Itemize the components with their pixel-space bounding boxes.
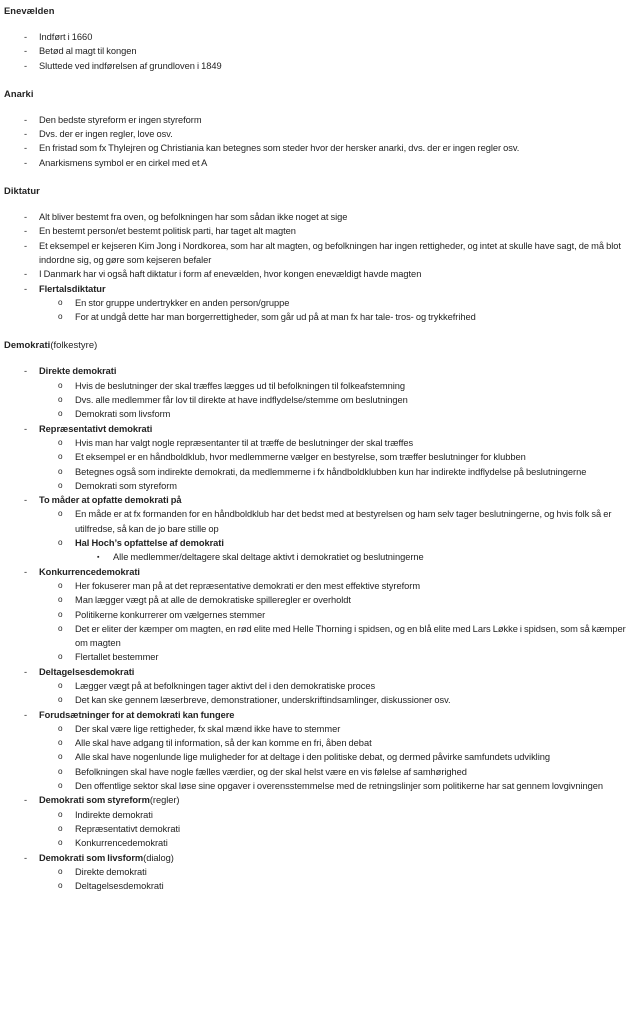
- list-item-text: Alt bliver bestemt fra oven, og befolkningen har som sådan ikke noget at sige: [39, 212, 348, 223]
- list-item-text: Befolkningen skal have nogle fælles værdier, og der skal helst være en vis følelse af samhørighed: [75, 766, 467, 777]
- bullet-list-level-2: [3, 436, 633, 493]
- bullet-marker-level-2: o: [58, 838, 63, 848]
- list-item-text: Betegnes også som indirekte demokrati, da medlemmerne i fx håndboldklubben kun har indirekte indflydelse på beslutningerne: [75, 466, 587, 477]
- bullet-marker-level-2: o: [58, 437, 63, 447]
- list-item: [3, 679, 633, 693]
- list-item-text: Direkte demokrati: [39, 366, 117, 377]
- list-item-text: Alle medlemmer/deltagere skal deltage aktivt i demokratiet og beslutningerne: [113, 552, 424, 563]
- list-item: [3, 750, 633, 764]
- bullet-marker-level-2: o: [58, 380, 63, 390]
- bullet-marker-level-2: o: [58, 738, 63, 748]
- bullet-marker-level-1: -: [24, 240, 28, 251]
- list-item: [3, 407, 633, 421]
- bullet-list-level-1: [3, 30, 633, 73]
- list-item-text: Det kan ske gennem læserbreve, demonstrationer, underskriftindsamlinger, diskussioner osv.: [75, 695, 451, 706]
- list-item: [3, 822, 633, 836]
- list-item-text: Konkurrencedemokrati: [39, 566, 140, 577]
- list-item: [3, 59, 633, 73]
- list-item-suffix: (dialog): [143, 852, 174, 863]
- list-item-text: Dvs. alle medlemmer får lov til direkte at have indflydelse/stemme om beslutningen: [75, 395, 408, 406]
- list-item: [3, 608, 633, 622]
- list-item-text: Deltagelsesdemokrati: [75, 881, 164, 892]
- list-item: [3, 879, 633, 893]
- list-item: [3, 210, 633, 224]
- bullet-marker-level-1: -: [24, 46, 28, 57]
- list-item-text: Alle skal have nogenlunde lige muligheder for at deltage i den politiske debat, og dermed påvirke samfundets udvikling: [75, 752, 550, 763]
- list-item-text: Den offentlige sektor skal løse sine opgaver i overensstemmelse med de retningslinjer som politikerne har sat gennem lovgivningen: [75, 781, 604, 792]
- list-item-text: Flertalsdiktatur: [39, 283, 106, 294]
- spacer: [3, 197, 633, 210]
- bullet-marker-level-2: o: [58, 452, 63, 462]
- bullet-list-level-1: [3, 851, 633, 865]
- list-item-text: Politikerne konkurrerer om vælgernes stemmer: [75, 609, 266, 620]
- bullet-marker-level-2: o: [58, 723, 63, 733]
- list-item: [3, 141, 633, 155]
- list-item: [3, 493, 633, 507]
- list-item-text: Det er eliter der kæmper om magten, en rød elite med Helle Thorning i spidsen, og en blå elite med Lars Løkke i spidsen, som så kæmper om magten: [75, 623, 626, 649]
- list-item-text: Hal Hoch’s opfattelse af demokrati: [75, 538, 224, 549]
- bullet-marker-level-2: o: [58, 297, 63, 307]
- list-item: [3, 30, 633, 44]
- section-heading: Enevælden: [4, 5, 55, 16]
- list-item-text: Der skal være lige rettigheder, fx skal mænd ikke have to stemmer: [75, 723, 341, 734]
- list-item-text: Direkte demokrati: [75, 866, 147, 877]
- list-item: [3, 550, 633, 564]
- spacer: [3, 351, 633, 364]
- bullet-marker-level-2: o: [58, 580, 63, 590]
- list-item-text: En stor gruppe undertrykker en anden person/gruppe: [75, 297, 290, 308]
- bullet-list-level-3: [3, 550, 633, 564]
- bullet-list-level-1: [3, 210, 633, 296]
- bullet-list-level-1: [3, 364, 633, 378]
- list-item-text: Anarkismens symbol er en cirkel med et A: [39, 157, 208, 168]
- list-item: [3, 507, 633, 536]
- list-item: [3, 267, 633, 281]
- list-item: [3, 736, 633, 750]
- bullet-marker-level-1: -: [24, 269, 28, 280]
- list-item: [3, 579, 633, 593]
- list-item: [3, 808, 633, 822]
- bullet-marker-level-1: -: [24, 143, 28, 154]
- list-item-text: Et eksempel er en håndboldklub, hvor medlemmerne vælger en bestyrelse, som træffer beslutninger for klubben: [75, 452, 526, 463]
- bullet-list-level-1: [3, 665, 633, 679]
- bullet-list-level-1: [3, 793, 633, 807]
- bullet-marker-level-2: o: [58, 695, 63, 705]
- list-item: [3, 836, 633, 850]
- bullet-marker-level-3: ▪: [97, 554, 100, 562]
- list-item-text: Repræsentativt demokrati: [39, 423, 153, 434]
- list-item-text: Demokrati som livsform(dialog): [39, 852, 174, 863]
- list-item-suffix: (regler): [149, 795, 180, 806]
- bullet-marker-level-2: o: [58, 395, 63, 405]
- bullet-marker-level-2: o: [58, 881, 63, 891]
- bullet-marker-level-2: o: [58, 595, 63, 605]
- list-item: [3, 127, 633, 141]
- bullet-marker-level-1: -: [24, 666, 28, 677]
- bullet-list-level-2: [3, 722, 633, 793]
- list-item: [3, 722, 633, 736]
- bullet-list-level-2: [3, 507, 633, 550]
- list-item-text: Betød al magt til kongen: [39, 46, 137, 57]
- bullet-marker-level-1: -: [24, 795, 28, 806]
- bullet-marker-level-1: -: [24, 495, 28, 506]
- bullet-marker-level-2: o: [58, 809, 63, 819]
- list-item-text: Hvis man har valgt nogle repræsentanter til at træffe de beslutninger der skal træffes: [75, 437, 414, 448]
- list-item-text: Flertallet bestemmer: [75, 652, 159, 663]
- bullet-list-level-2: [3, 679, 633, 708]
- list-item: [3, 113, 633, 127]
- list-item: [3, 708, 633, 722]
- list-item-text: En måde er at fx formanden for en håndboldklub har det bedst med at bestyrelsen og ham selv tager beslutningerne, og hvis folk så er utilfredse, så kan de jo bare stille op: [75, 509, 612, 534]
- bullet-marker-level-2: o: [58, 766, 63, 776]
- list-item-text: En bestemt person/et bestemt politisk parti, har taget alt magten: [39, 226, 296, 237]
- bullet-marker-level-2: o: [58, 509, 63, 519]
- bullet-marker-level-1: -: [24, 852, 28, 863]
- list-item: [3, 851, 633, 865]
- list-item-text: Deltagelsesdemokrati: [39, 666, 135, 677]
- bullet-marker-level-1: -: [24, 157, 28, 168]
- bullet-marker-level-2: o: [58, 538, 63, 548]
- bullet-marker-level-1: -: [24, 566, 28, 577]
- list-item-text: Hvis de beslutninger der skal træffes lægges ud til befolkningen til folkeafstemning: [75, 380, 406, 391]
- bullet-list-level-2: [3, 379, 633, 422]
- bullet-marker-level-1: -: [24, 32, 28, 42]
- bullet-list-level-1: [3, 422, 633, 436]
- bullet-marker-level-1: -: [24, 212, 28, 223]
- list-item-text: To måder at opfatte demokrati på: [39, 495, 182, 506]
- bullet-marker-level-2: o: [58, 752, 63, 762]
- bullet-marker-level-1: -: [24, 423, 28, 434]
- list-item: [3, 665, 633, 679]
- list-item: [3, 650, 633, 664]
- bullet-marker-level-2: o: [58, 609, 63, 619]
- bullet-marker-level-1: -: [24, 366, 28, 377]
- list-item: [3, 282, 633, 296]
- bullet-marker-level-2: o: [58, 409, 63, 419]
- bullet-list-level-2: [3, 296, 633, 325]
- spacer: [3, 73, 633, 87]
- spacer: [3, 170, 633, 184]
- spacer: [3, 17, 633, 30]
- bullet-marker-level-2: o: [58, 623, 63, 633]
- list-item: [3, 239, 633, 268]
- list-item-text: Repræsentativt demokrati: [75, 823, 181, 834]
- bullet-list-level-2: [3, 579, 633, 665]
- section-heading: Anarki: [4, 87, 34, 99]
- bullet-marker-level-2: o: [58, 652, 63, 662]
- list-item-text: For at undgå dette har man borgerrettigheder, som går ud på at man fx har tale- tros- og trykkefrihed: [75, 312, 476, 323]
- bullet-marker-level-2: o: [58, 480, 63, 490]
- list-item-text: Dvs. der er ingen regler, love osv.: [39, 129, 173, 140]
- list-item-text: Forudsætninger for at demokrati kan fungere: [39, 709, 235, 720]
- bullet-marker-level-2: o: [58, 866, 63, 876]
- bullet-list-level-1: [3, 708, 633, 722]
- list-item: [3, 379, 633, 393]
- list-item-text: I Danmark har vi også haft diktatur i form af enevælden, hvor kongen enevældigt havde magten: [39, 269, 422, 280]
- spacer: [3, 100, 633, 113]
- list-item-text: Lægger vægt på at befolkningen tager aktivt del i den demokratiske proces: [75, 680, 376, 691]
- bullet-marker-level-1: -: [24, 129, 28, 140]
- list-item: [3, 450, 633, 464]
- bullet-list-level-1: [3, 113, 633, 170]
- list-item: [3, 296, 633, 310]
- list-item-text: Et eksempel er kejseren Kim Jong i Nordkorea, som har alt magten, og befolkningen har ingen rettigheder, og intet at skulle have sagt, de må blot indordne sig, og gøre som kejseren befaler: [39, 240, 621, 265]
- list-item: [3, 779, 633, 793]
- list-item-text: Alle skal have adgang til information, så der kan komme en fri, åben debat: [75, 738, 372, 749]
- list-item: [3, 593, 633, 607]
- list-item: [3, 479, 633, 493]
- list-item: [3, 565, 633, 579]
- bullet-marker-level-1: -: [24, 114, 28, 125]
- list-item: [3, 765, 633, 779]
- bullet-marker-level-2: o: [58, 823, 63, 833]
- bullet-marker-level-1: -: [24, 226, 28, 237]
- list-item-text: Den bedste styreform er ingen styreform: [39, 114, 202, 125]
- bullet-list-level-1: [3, 565, 633, 579]
- bullet-list-level-1: [3, 493, 633, 507]
- list-item: [3, 364, 633, 378]
- bullet-marker-level-1: -: [24, 283, 28, 294]
- list-item: [3, 224, 633, 238]
- list-item-text: Her fokuserer man på at det repræsentative demokrati er den mest effektive styreform: [75, 580, 421, 591]
- list-item-text: Sluttede ved indførelsen af grundloven i 1849: [39, 60, 222, 71]
- bullet-marker-level-2: o: [58, 312, 63, 322]
- list-item-text: En fristad som fx Thylejren og Christiania kan betegnes som steder hvor der hersker anarki, dvs. der er ingen regler osv.: [39, 143, 520, 154]
- section-heading: Demokrati(folkestyre): [4, 339, 98, 351]
- list-item: [3, 156, 633, 170]
- bullet-marker-level-2: o: [58, 466, 63, 476]
- list-item: [3, 436, 633, 450]
- spacer: [3, 324, 633, 338]
- list-item: [3, 793, 633, 807]
- section-heading-suffix: (folkestyre): [50, 339, 98, 351]
- list-item-text: Demokrati som styreform(regler): [39, 795, 180, 806]
- list-item: [3, 44, 633, 58]
- list-item: [3, 622, 633, 651]
- list-item: [3, 393, 633, 407]
- list-item-text: Demokrati som styreform: [75, 480, 178, 491]
- list-item: [3, 465, 633, 479]
- list-item: [3, 693, 633, 707]
- list-item-text: Demokrati som livsform: [75, 409, 171, 420]
- bullet-marker-level-1: -: [24, 709, 28, 720]
- list-item: [3, 422, 633, 436]
- bullet-marker-level-1: -: [24, 60, 28, 71]
- list-item-text: Man lægger vægt på at alle de demokratiske spilleregler er overholdt: [75, 595, 351, 606]
- bullet-list-level-2: [3, 808, 633, 851]
- bullet-list-level-2: [3, 865, 633, 894]
- list-item: [3, 865, 633, 879]
- list-item: [3, 310, 633, 324]
- list-item: [3, 536, 633, 550]
- list-item-text: Konkurrencedemokrati: [75, 838, 168, 849]
- list-item-text: Indirekte demokrati: [75, 809, 153, 820]
- bullet-marker-level-2: o: [58, 781, 63, 791]
- list-item-text: Indført i 1660: [39, 32, 93, 42]
- bullet-marker-level-2: o: [58, 680, 63, 690]
- section-heading: Diktatur: [4, 185, 40, 197]
